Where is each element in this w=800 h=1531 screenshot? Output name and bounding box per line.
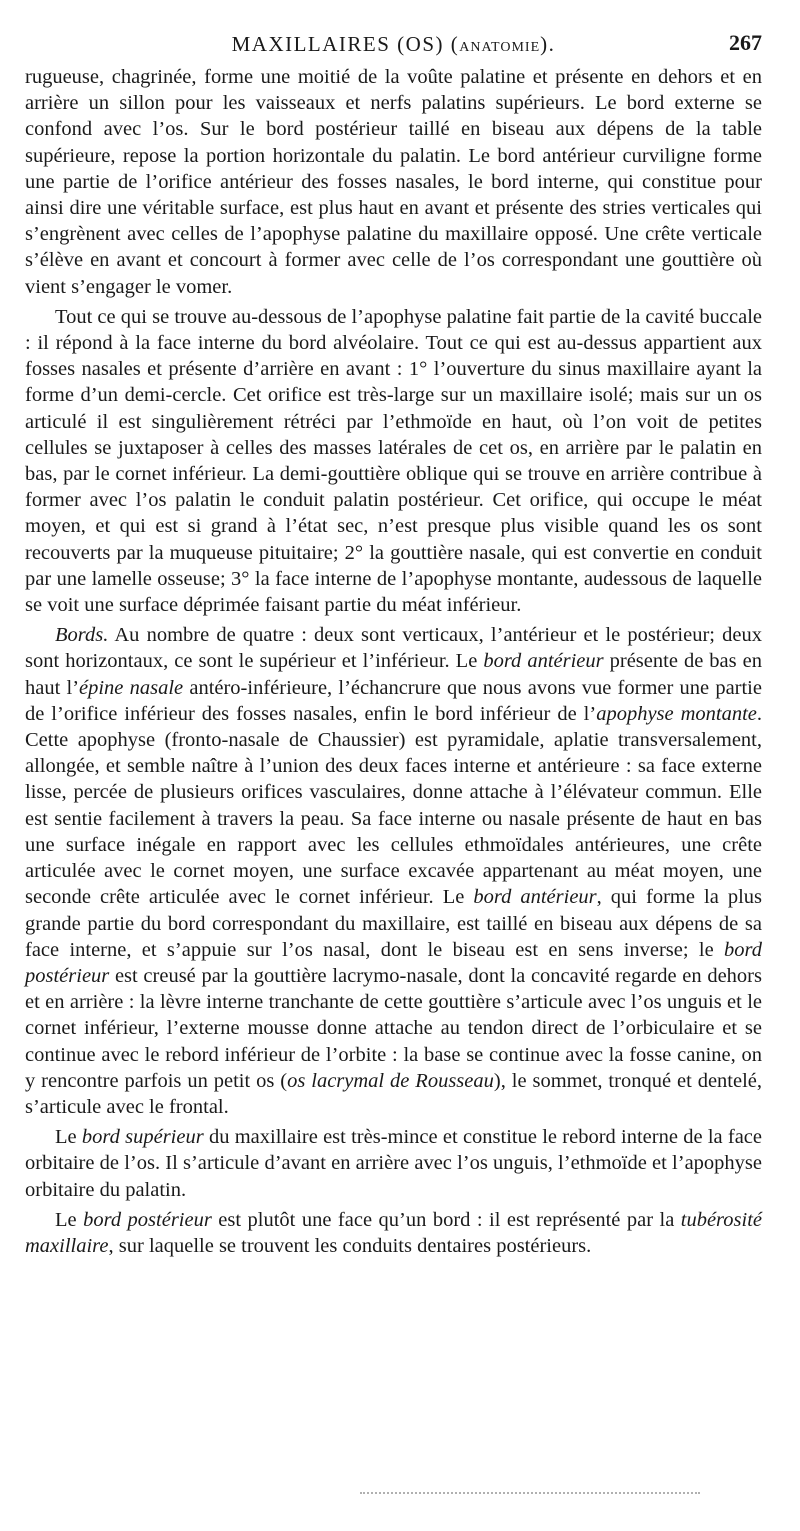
text-run: Le (55, 1208, 84, 1231)
text-run: , sur laquelle se trouvent les conduits dentaires postérieurs. (108, 1234, 592, 1257)
text-run: . Cette apophyse (fronto-nasale de Chaussier) est pyramidale, aplatie transversalement, allongée, et semble naître à l’union des deux faces interne et antérieure : sa face externe lisse, percée de plusieurs orifices vasculaires, donne attache à l’élévateur commun. Elle est sentie facilement à travers la peau. Sa face interne ou nasale présente de haut en bas une surface inégale en rapport avec les cellules ethmoïdales antérieures, une crête articulée avec le cornet moyen, une surface excavée appartenant au méat moyen, une seconde crête articulée avec le cornet inférieur. Le (25, 702, 762, 909)
italic-term: os lacrymal de Rousseau (287, 1069, 494, 1092)
text-run: présente de bas en haut l’ (25, 650, 763, 699)
body-text (25, 64, 762, 1259)
italic-term: bord supérieur (81, 1126, 204, 1149)
italic-term: Bords. (55, 624, 109, 647)
running-title-subject: ANATOMIE (459, 40, 541, 55)
paragraph (25, 1207, 762, 1259)
paragraph (25, 622, 762, 1120)
italic-term: épine nasale (79, 676, 184, 699)
italic-term: bord antérieur (483, 650, 604, 673)
text-run: , qui forme la plus grande partie du bord correspondant du maxillaire, est taillé en biseau aux dépens de sa face interne, et s’appuie sur l’os nasal, dont le biseau est en sens inverse; le (25, 886, 762, 961)
text-run: Le (55, 1126, 82, 1149)
paragraph (25, 64, 762, 300)
italic-term: bord antérieur (473, 886, 597, 909)
running-title (25, 32, 762, 57)
text-run: est plutôt une face qu’un bord : il est représenté par la (211, 1208, 681, 1231)
italic-term: bord postérieur (83, 1208, 212, 1231)
page-number: 267 (729, 30, 762, 55)
text-run: antéro-inférieure, l’échancrure que nous avons vue former une partie de l’orifice inférieur des fosses nasales, enfin le bord inférieur de l’ (25, 676, 762, 725)
text-run: est creusé par la gouttière lacrymo-nasale, dont la concavité regarde en dehors et en arrière : la lèvre interne tranchante de cette gouttière s’articule avec l’os unguis et le cornet inférieur, l’externe mousse donne attache au tendon direct de l’orbiculaire et se continue avec le rebord inférieur de l’orbite : la base se continue avec la fosse canine, on y rencontre parfois un petit os ( (25, 964, 762, 1092)
italic-term: bord postérieur (25, 938, 762, 987)
text-run: Au nombre de quatre : deux sont verticaux, l’antérieur et le postérieur; deux sont horizontaux, ce sont le supérieur et l’inférieur. Le (25, 624, 762, 673)
text-run: du maxillaire est très-mince et constitue le rebord interne de la face orbitaire de l’os. Il s’articule d’avant en arrière avec l’os unguis, l’ethmoïde et l’apophyse orbitaire du palatin. (25, 1126, 762, 1201)
italic-term: tubérosité maxillaire (25, 1208, 762, 1257)
running-title-main: MAXILLAIRES (OS) ( (231, 32, 460, 56)
italic-term: apophyse montante (596, 702, 757, 725)
text-run: rugueuse, chagrinée, forme une moitié de la voûte palatine et présente en dehors et en arrière un sillon pour les vaisseaux et nerfs palatins supérieurs. Le bord externe se confond avec l’os. Sur le bord postérieur taillé en biseau aux dépens de la table supérieure, repose la portion horizontale du palatin. Le bord antérieur curviligne forme une partie de l’orifice antérieur des fosses nasales, le bord interne, qui constitue pour ainsi dire une véritable surface, est plus haut en avant et présente des stries verticales qui s’engrènent avec celles de l’apophyse palatine du maxillaire opposé. Une crête verticale s’élève en avant et concourt à former avec celle de l’os correspondant une gouttière où vient s’engager le vomer. (25, 66, 762, 298)
paragraph (25, 1124, 762, 1203)
text-run: ), le sommet, tronqué et dentelé, s’articule avec le frontal. (25, 1069, 763, 1118)
running-header (25, 30, 762, 64)
running-title-end: ). (540, 32, 556, 56)
book-page (25, 30, 762, 1259)
page-bottom-specks (360, 1492, 700, 1498)
text-run: Tout ce qui se trouve au-dessous de l’apophyse palatine fait partie de la cavité buccale : il répond à la face interne du bord alvéolaire. Tout ce qui est au-dessus appartient aux fosses nasales et présente d’arrière en avant : 1° l’ouverture du sinus maxillaire ayant la forme d’un demi-cercle. Cet orifice est très-large sur un maxillaire isolé; mais sur un os articulé il est singulièrement rétréci par l’ethmoïde en haut, où l’on voit de petites cellules se juxtaposer à celles des masses latérales de cet os, en arrière par le palatin en bas, par le cornet inférieur. La demi-gouttière oblique qui se trouve en arrière contribue à former avec l’os palatin le conduit palatin postérieur. Cet orifice, qui occupe le méat moyen, et qui est si grand à l’état sec, n’est presque plus visible quand les os sont recouverts par la muqueuse pituitaire; 2° la gouttière nasale, qui est convertie en conduit par une lamelle osseuse; 3° la face interne de l’apophyse montante, audessous de laquelle se voit une surface déprimée faisant partie du méat inférieur. (25, 305, 762, 617)
paragraph (25, 304, 762, 618)
